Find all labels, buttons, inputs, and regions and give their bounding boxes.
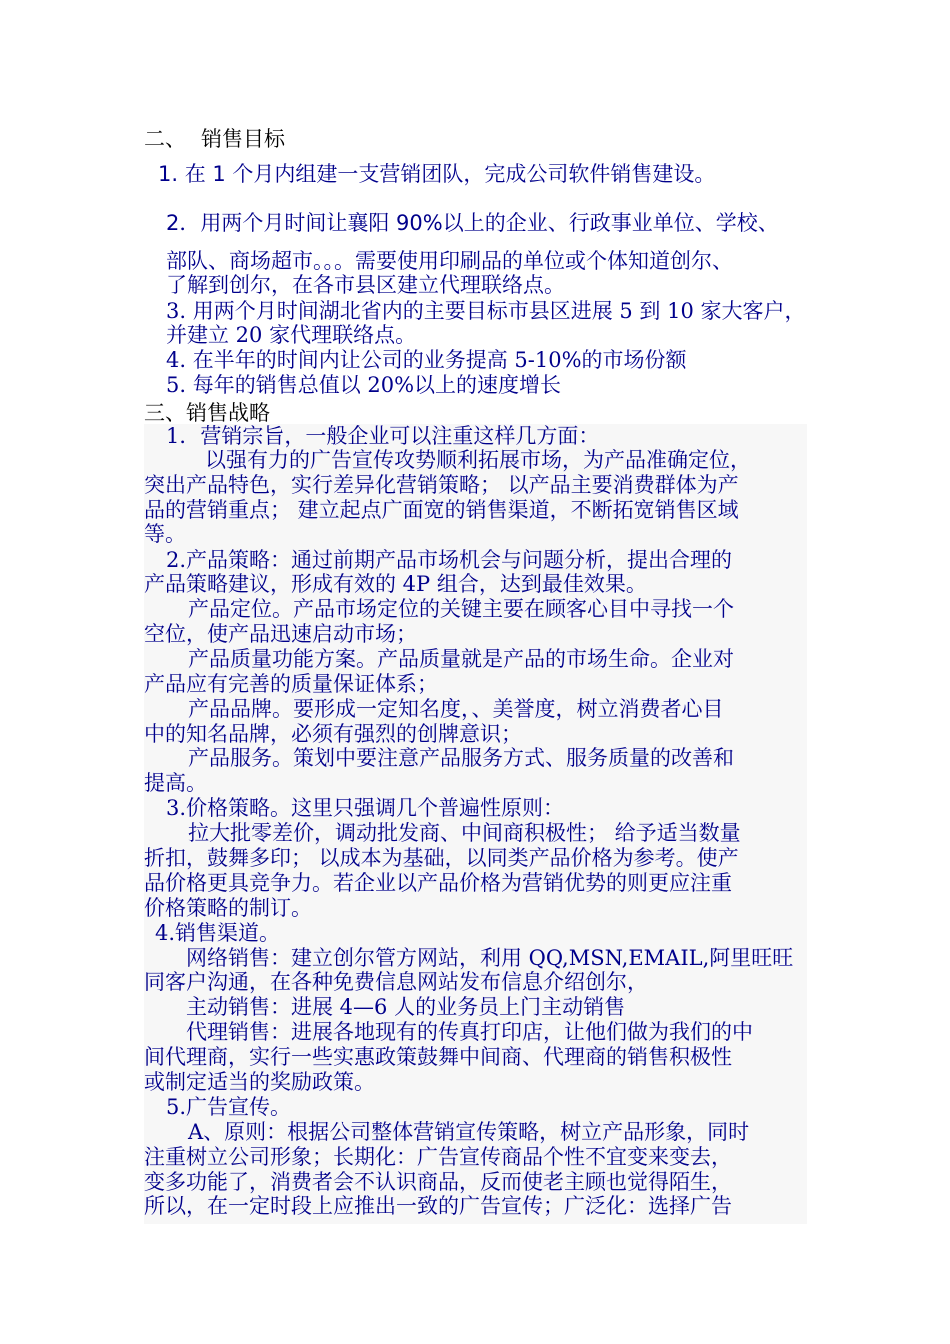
section-two-title: 销售目标 [201,127,285,151]
strategy-line-19: 品价格更具竞争力。若企业以产品价格为营销优势的则更应注重 [144,871,732,895]
strategy-line-23: 同客户沟通，在各种免费信息网站发布信息介绍创尔， [144,970,648,994]
strategy-line-8: 产品定位。产品市场定位的关键主要在顾客心目中寻找一个 [188,597,734,621]
goal-line-8: 5. 每年的销售总值以 20%以上的速度增长 [166,373,562,397]
goal-line-5: 3. 用两个月时间湖北省内的主要目标市县区进展 5 到 10 家大客户， [166,299,806,323]
strategy-line-32: 所以，在一定时段上应推出一致的广告宣传；广泛化：选择广告 [144,1194,732,1218]
strategy-line-29: A、原则：根据公司整体营销宣传策略，树立产品形象，同时 [188,1120,750,1144]
section-two-number: 二、 [144,127,186,151]
strategy-line-2: 以强有力的广告宣传攻势顺利拓展市场，为产品准确定位， [205,448,751,472]
strategy-line-22: 网络销售：建立创尔管方网站，利用 QQ,MSN,EMAIL,阿里旺旺 [186,946,794,970]
goal-line-1: 1. 在 1 个月内组建一支营销团队，完成公司软件销售建设。 [158,162,716,186]
strategy-line-13: 中的知名品牌，必须有强烈的创牌意识； [144,722,522,746]
strategy-line-14: 产品服务。策划中要注意产品服务方式、服务质量的改善和 [188,746,734,770]
strategy-line-20: 价格策略的制订。 [144,896,312,920]
goal-line-6: 并建立 20 家代理联络点。 [166,323,417,347]
strategy-line-30: 注重树立公司形象；长期化：广告宣传商品个性不宜变来变去， [144,1145,732,1169]
strategy-line-9: 空位，使产品迅速启动市场； [144,622,417,646]
strategy-line-21: 4.销售渠道。 [155,921,281,945]
strategy-line-6: 2.产品策略：通过前期产品市场机会与问题分析，提出合理的 [166,548,733,572]
strategy-line-28: 5.广告宣传。 [166,1095,292,1119]
strategy-line-26: 间代理商，实行一些实惠政策鼓舞中间商、代理商的销售积极性 [144,1045,732,1069]
strategy-line-12: 产品品牌。要形成一定知名度，、美誉度，树立消费者心目 [188,697,724,721]
strategy-line-3: 突出产品特色，实行差异化营销策略； 以产品主要消费群体为产 [144,473,739,497]
strategy-line-7: 产品策略建议，形成有效的 4P 组合，达到最佳效果。 [144,572,647,596]
strategy-line-4: 品的营销重点； 建立起点广面宽的销售渠道，不断拓宽销售区域 [144,498,739,522]
strategy-line-27: 或制定适当的奖励政策。 [144,1070,375,1094]
strategy-line-15: 提高。 [144,771,207,795]
strategy-line-16: 3.价格策略。这里只强调几个普遍性原则： [166,796,565,820]
strategy-line-17: 拉大批零差价，调动批发商、中间商积极性； 给予适当数量 [188,821,741,845]
goal-line-2: 2．用两个月时间让襄阳 90%以上的企业、行政事业单位、学校、 [166,211,779,235]
section-three-title: 三、销售战略 [144,401,270,425]
strategy-line-25: 代理销售：进展各地现有的传真打印店，让他们做为我们的中 [186,1020,753,1044]
strategy-line-11: 产品应有完善的质量保证体系； [144,672,438,696]
strategy-line-18: 折扣，鼓舞多印； 以成本为基础，以同类产品价格为参考。使产 [144,846,739,870]
strategy-line-31: 变多功能了，消费者会不认识商品，反而使老主顾也觉得陌生， [144,1170,732,1194]
strategy-line-10: 产品质量功能方案。产品质量就是产品的市场生命。企业对 [188,647,734,671]
strategy-line-24: 主动销售：进展 4—6 人的业务员上门主动销售 [186,995,626,1019]
goal-line-7: 4. 在半年的时间内让公司的业务提高 5-10%的市场份额 [166,348,687,372]
strategy-line-5: 等。 [144,522,186,546]
goal-line-4: 了解到创尔，在各市县区建立代理联络点。 [166,273,565,297]
goal-line-3: 部队、商场超市。。。需要使用印刷品的单位或个体知道创尔、 [166,249,733,273]
strategy-line-1: 1．营销宗旨，一般企业可以注重这样几方面： [166,424,600,448]
